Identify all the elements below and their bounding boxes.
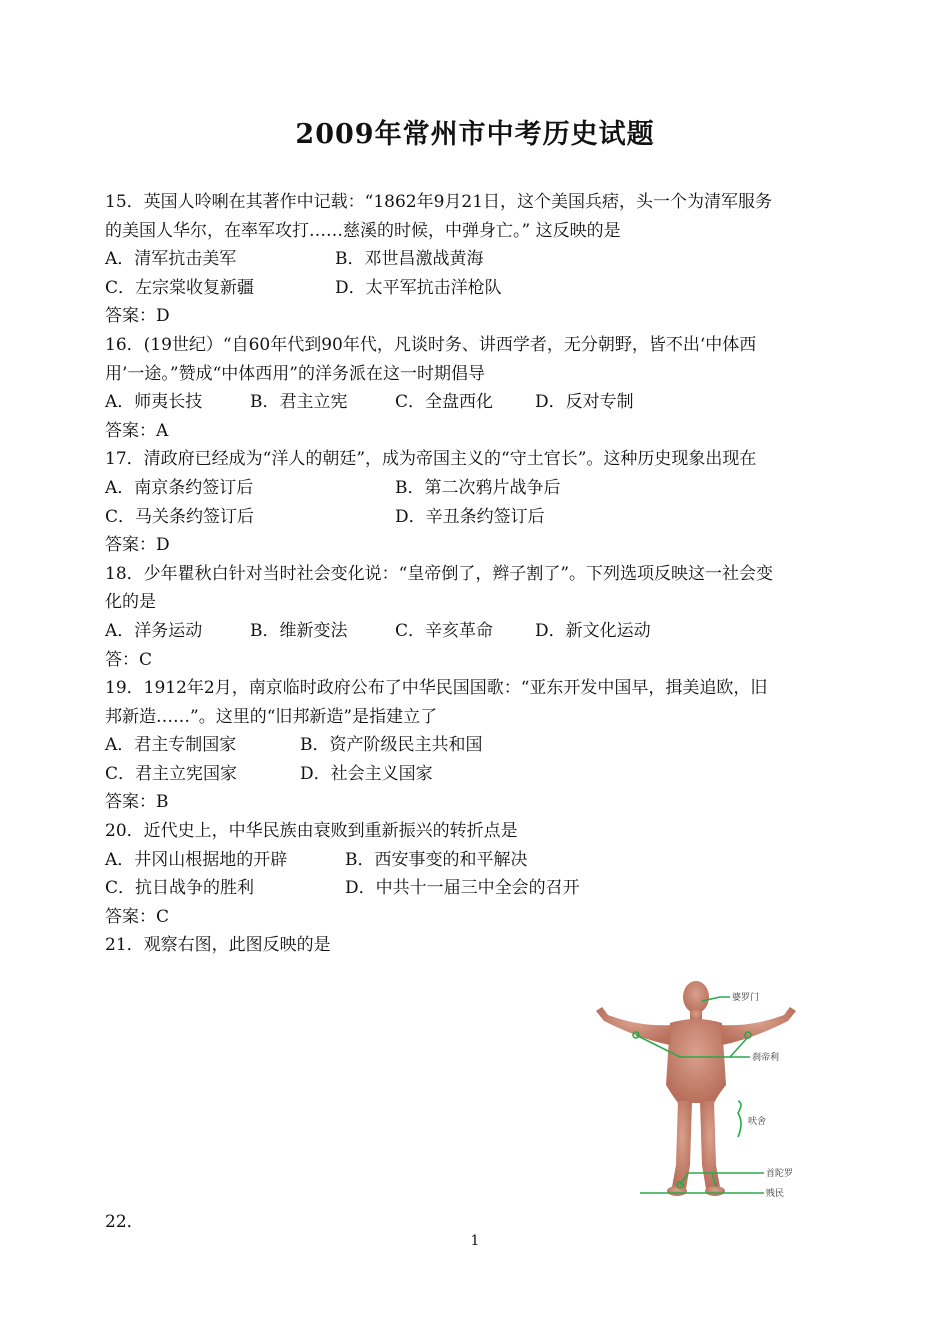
option-D: D．社会主义国家 bbox=[300, 763, 433, 784]
label-shudra: 首陀罗 bbox=[766, 1169, 794, 1179]
option-row bbox=[105, 617, 855, 646]
option-A: A．南京条约签订后 bbox=[105, 477, 254, 498]
option-A: A．井冈山根据地的开辟 bbox=[105, 849, 288, 870]
option-row bbox=[105, 388, 855, 417]
option-B: B．西安事变的和平解决 bbox=[345, 849, 528, 870]
option-row bbox=[105, 760, 855, 789]
label-brahmin: 婆罗门 bbox=[732, 993, 760, 1003]
questions-container bbox=[105, 188, 855, 960]
question-1 bbox=[105, 331, 855, 445]
page-number: 1 bbox=[470, 1233, 480, 1249]
option-B: B．第二次鸦片战争后 bbox=[395, 477, 561, 498]
option-A: A．洋务运动 bbox=[105, 620, 203, 641]
option-B: B．维新变法 bbox=[250, 620, 348, 641]
option-row bbox=[105, 846, 855, 875]
label-untouchable: 贱民 bbox=[766, 1189, 785, 1199]
question-list bbox=[105, 188, 855, 960]
label-vaishya: 吠舍 bbox=[748, 1117, 767, 1127]
question-4 bbox=[105, 674, 855, 817]
option-row bbox=[105, 274, 855, 303]
question-0 bbox=[105, 188, 855, 331]
option-B: B．邓世昌激战黄海 bbox=[335, 249, 484, 270]
label-kshatriya: 刹帝利 bbox=[752, 1053, 780, 1063]
question-6 bbox=[105, 931, 855, 960]
option-row bbox=[105, 474, 855, 503]
option-D: D．辛丑条约签订后 bbox=[395, 506, 545, 527]
human-body-figure bbox=[596, 981, 796, 1196]
question-text-line: 20．近代史上，中华民族由衰败到重新振兴的转折点是 bbox=[105, 821, 518, 842]
question-text-line: 19．1912年2月，南京临时政府公布了中华民国国歌：“亚东开发中国早，揖美追欧，旧 bbox=[105, 678, 768, 699]
option-D: D．新文化运动 bbox=[535, 620, 651, 641]
option-B: B．君主立宪 bbox=[250, 392, 348, 413]
option-row bbox=[105, 245, 855, 274]
option-row bbox=[105, 503, 855, 532]
option-B: B．资产阶级民主共和国 bbox=[300, 735, 483, 756]
option-D: D．反对专制 bbox=[535, 392, 634, 413]
caste-diagram bbox=[580, 975, 820, 1213]
question-2 bbox=[105, 445, 855, 559]
answer-line: 答案：B bbox=[105, 792, 169, 813]
question-text-line: 18．少年瞿秋白针对当时社会变化说：“皇帝倒了，辫子割了”。下列选项反映这一社会变 bbox=[105, 563, 774, 584]
option-C: C．马关条约签订后 bbox=[105, 506, 255, 527]
option-row bbox=[105, 731, 855, 760]
option-D: D．太平军抗击洋枪队 bbox=[335, 277, 502, 298]
question-3 bbox=[105, 560, 855, 674]
option-D: D．中共十一届三中全会的召开 bbox=[345, 878, 580, 899]
question-text-line: 用’一途。”赞成“中体西用”的洋务派在这一时期倡导 bbox=[105, 363, 485, 384]
question-text-line: 21．观察右图，此图反映的是 bbox=[105, 935, 331, 956]
page-title: 2009年常州市中考历史试题 bbox=[295, 119, 655, 150]
option-A: A．师夷长技 bbox=[105, 392, 203, 413]
question-5 bbox=[105, 817, 855, 931]
answer-line: 答案：D bbox=[105, 535, 170, 556]
question-text-line: 的美国人华尔，在率军攻打……慈溪的时候，中弹身亡。” 这反映的是 bbox=[105, 220, 621, 241]
option-A: A．清军抗击美军 bbox=[105, 249, 237, 270]
answer-line: 答案：D bbox=[105, 306, 170, 327]
option-C: C．抗日战争的胜利 bbox=[105, 878, 255, 899]
question-text-line: 化的是 bbox=[105, 592, 156, 613]
caste-figure bbox=[580, 975, 820, 1213]
option-C: C．君主立宪国家 bbox=[105, 763, 238, 784]
option-C: C．辛亥革命 bbox=[395, 620, 494, 641]
option-row bbox=[105, 874, 855, 903]
answer-line: 答案：C bbox=[105, 906, 170, 927]
next-question-number: 22． bbox=[105, 1212, 144, 1232]
question-text-line: 16．(19世纪）“自60年代到90年代，凡谈时务、讲西学者，无分朝野，皆不出‘中体西 bbox=[105, 334, 757, 355]
option-C: C．左宗棠收复新疆 bbox=[105, 277, 255, 298]
option-A: A．君主专制国家 bbox=[105, 735, 237, 756]
option-C: C．全盘西化 bbox=[395, 392, 494, 413]
question-text-line: 15．英国人呤唎在其著作中记载：“1862年9月21日，这个美国兵痞，头一个为清军服务 bbox=[105, 192, 773, 212]
question-text-line: 邦新造……”。这里的“旧邦新造”是指建立了 bbox=[105, 706, 438, 727]
question-text-line: 17．清政府已经成为“洋人的朝廷”，成为帝国主义的“守土官长”。这种历史现象出现在 bbox=[105, 449, 757, 470]
answer-line: 答：C bbox=[105, 649, 153, 670]
answer-line: 答案：A bbox=[105, 420, 169, 441]
